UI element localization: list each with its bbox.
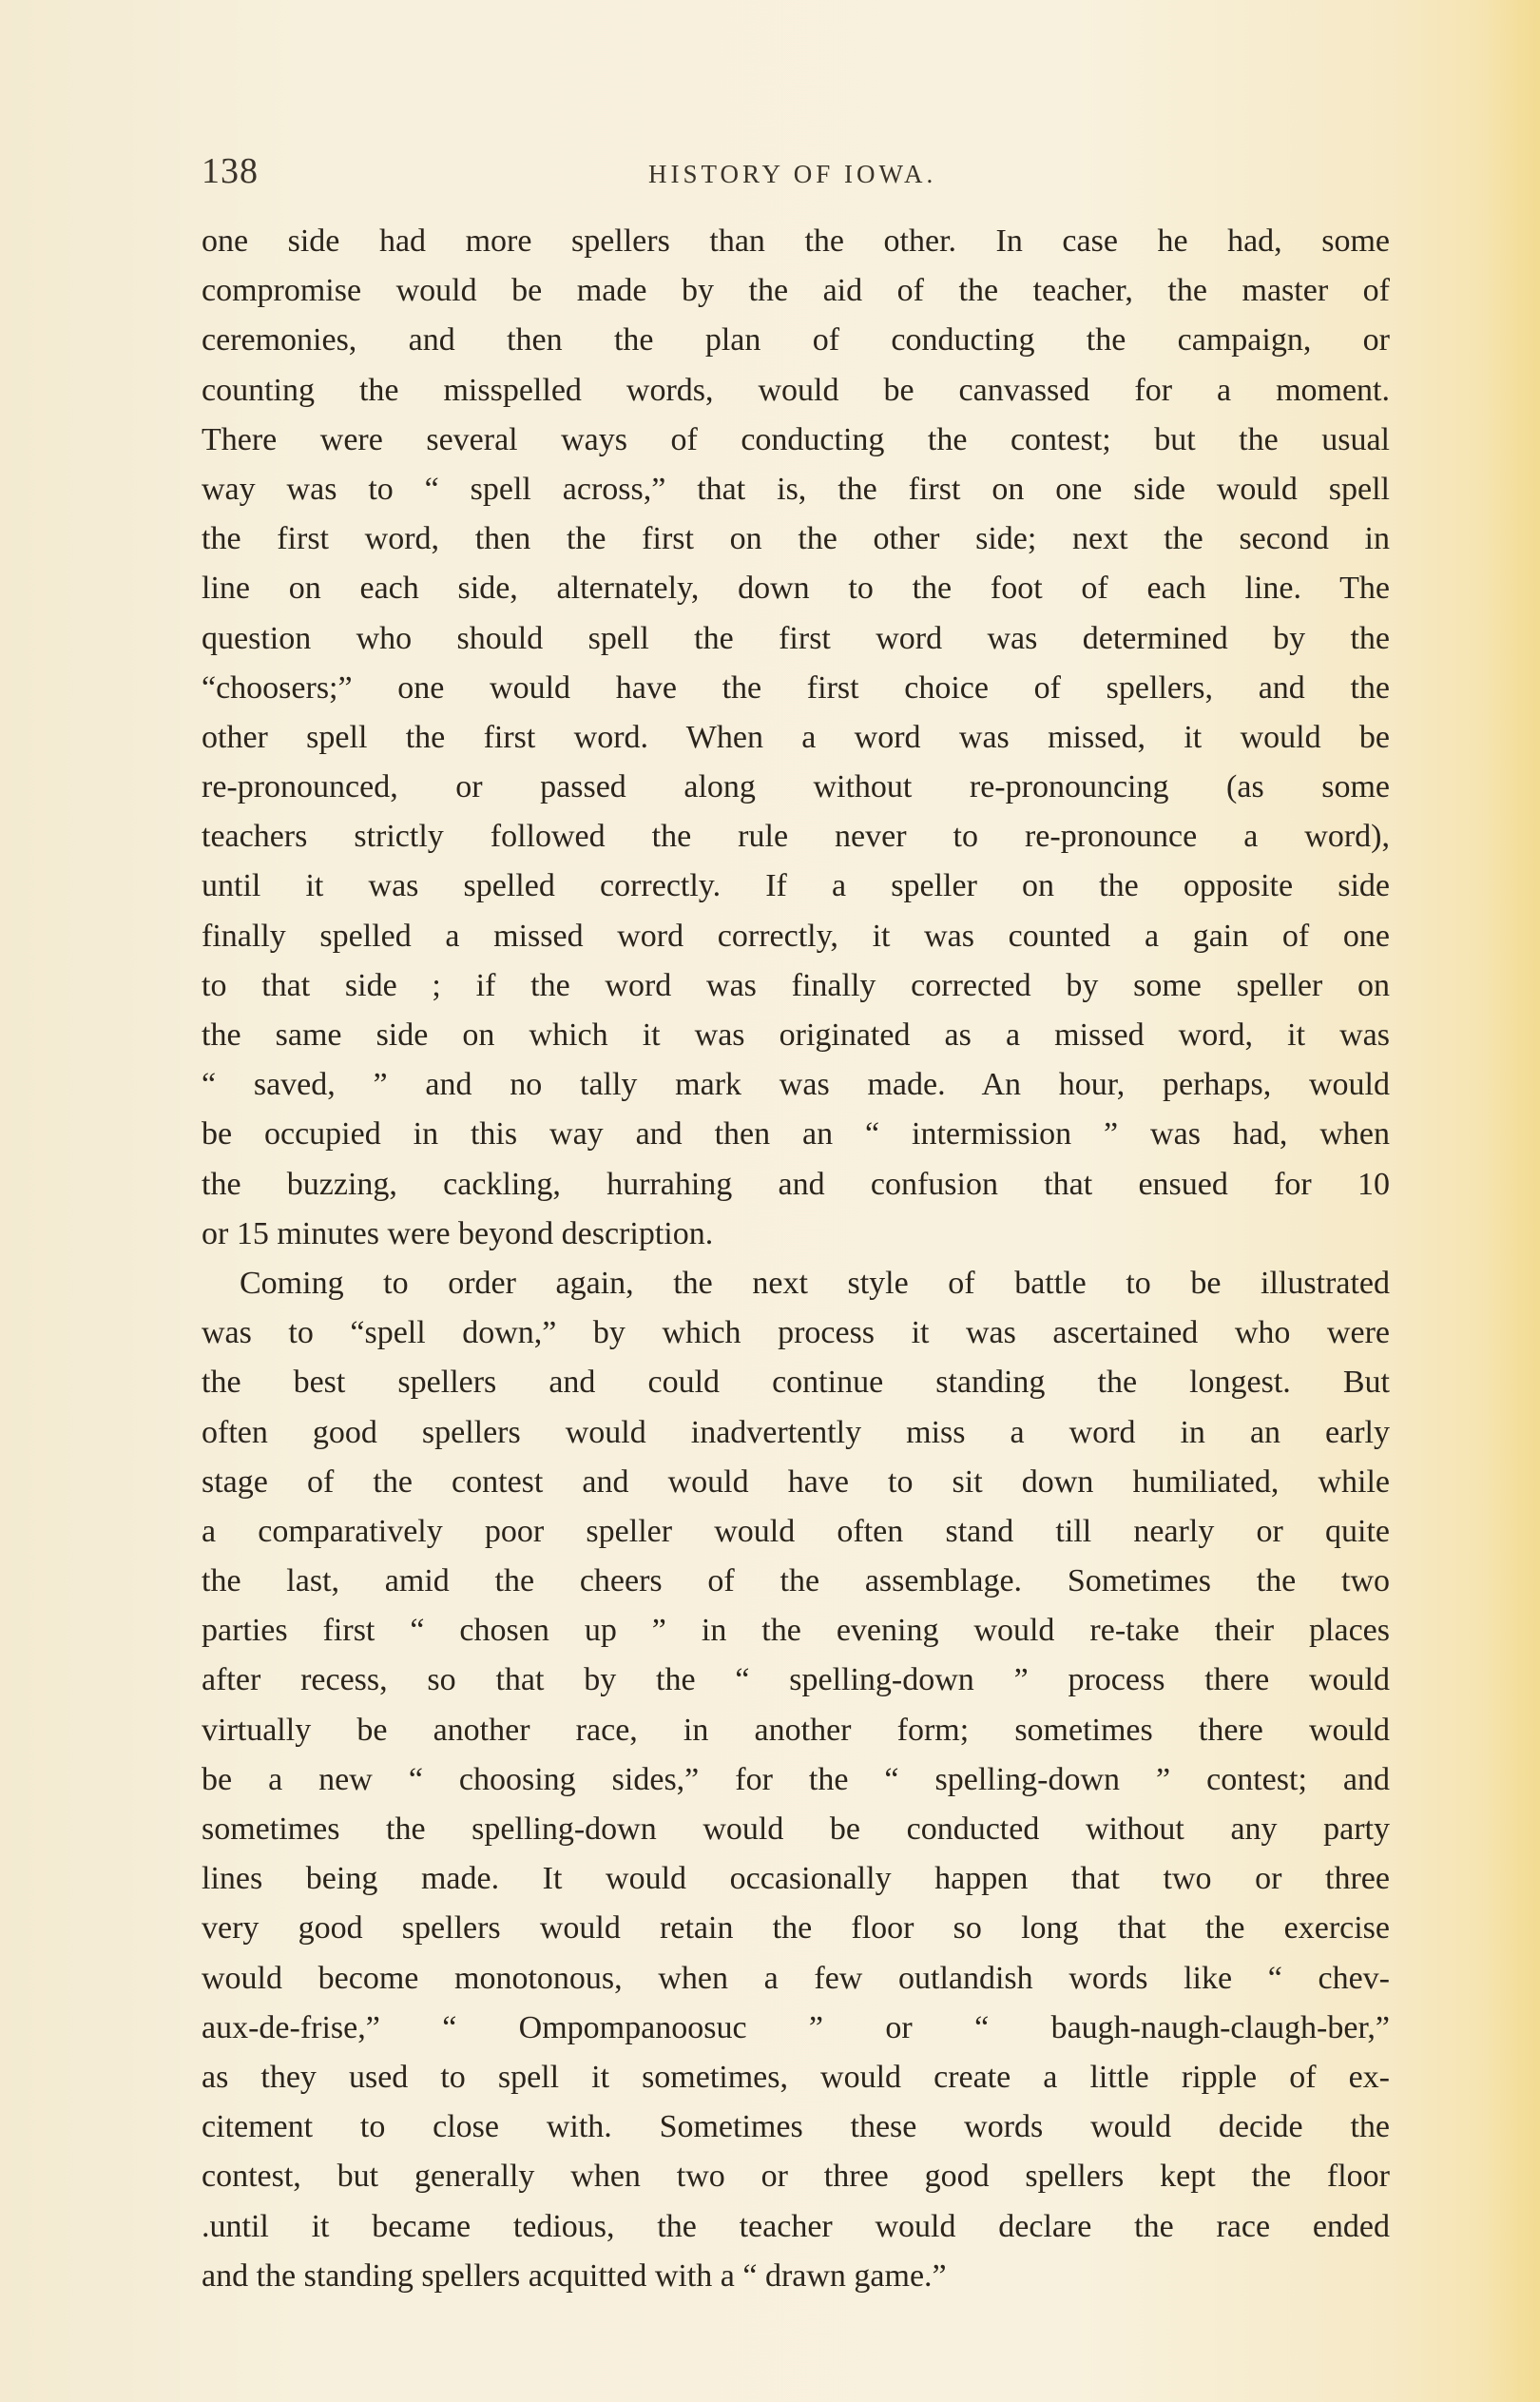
text-line: be a new “ choosing sides,” for the “ spelling-down ” contest; and xyxy=(202,1761,1390,1797)
text-line: counting the misspelled words, would be canvassed for a moment. xyxy=(202,372,1390,408)
text-line: teachers strictly followed the rule never to re-pronounce a word), xyxy=(202,819,1390,855)
text-line: question who should spell the first word was determined by the xyxy=(202,620,1390,656)
text-line: Coming to order again, the next style of battle to be illustrated xyxy=(240,1265,1390,1301)
page-number: 138 xyxy=(202,151,259,191)
text-line: and the standing spellers acquitted with a “ drawn game.” xyxy=(202,2257,947,2294)
text-line: stage of the contest and would have to sit down humiliated, while xyxy=(202,1463,1390,1500)
text-line: parties first “ chosen up ” in the evening would re-take their places xyxy=(202,1613,1390,1649)
text-line: the best spellers and could continue standing the longest. But xyxy=(202,1365,1390,1401)
text-line: often good spellers would inadvertently miss a word in an early xyxy=(202,1414,1390,1450)
text-line: virtually be another race, in another form; sometimes there would xyxy=(202,1712,1390,1748)
text-line: way was to “ spell across,” that is, the first on one side would spell xyxy=(202,471,1390,507)
text-line: until it was spelled correctly. If a speller on the opposite side xyxy=(202,868,1390,904)
running-title: HISTORY OF IOWA. xyxy=(648,160,937,188)
text-line: .until it became tedious, the teacher would declare the race ended xyxy=(202,2208,1390,2244)
text-line: after recess, so that by the “ spelling-down ” process there would xyxy=(202,1662,1390,1698)
text-line: aux-de-frise,” “ Ompompanoosuc ” or “ baugh-naugh-claugh-ber,” xyxy=(202,2009,1390,2045)
text-line: as they used to spell it sometimes, would create a little ripple of ex- xyxy=(202,2059,1390,2095)
text-line: one side had more spellers than the other. In case he had, some xyxy=(202,223,1390,259)
text-line: the buzzing, cackling, hurrahing and confusion that ensued for 10 xyxy=(202,1166,1390,1202)
page-header xyxy=(202,150,1390,198)
text-line: lines being made. It would occasionally happen that two or three xyxy=(202,1861,1390,1897)
text-line: citement to close with. Sometimes these words would decide the xyxy=(202,2109,1390,2145)
text-line: There were several ways of conducting the contest; but the usual xyxy=(202,421,1390,457)
text-line: the same side on which it was originated as a missed word, it was xyxy=(202,1017,1390,1053)
text-line: ceremonies, and then the plan of conducting the campaign, or xyxy=(202,322,1390,358)
text-line: to that side ; if the word was finally corrected by some speller on xyxy=(202,967,1390,1003)
text-line: a comparatively poor speller would often stand till nearly or quite xyxy=(202,1513,1390,1549)
text-line: very good spellers would retain the floor so long that the exercise xyxy=(202,1910,1390,1947)
text-line: the first word, then the first on the other side; next the second in xyxy=(202,521,1390,557)
text-line: contest, but generally when two or three good spellers kept the floor xyxy=(202,2159,1390,2195)
text-line: “ saved, ” and no tally mark was made. An hour, perhaps, would xyxy=(202,1067,1390,1103)
text-line: other spell the first word. When a word was missed, it would be xyxy=(202,719,1390,755)
text-line: line on each side, alternately, down to the foot of each line. The xyxy=(202,571,1390,607)
body-text xyxy=(202,217,1390,2301)
page-edge-discoloration xyxy=(1483,0,1540,2402)
text-line: the last, amid the cheers of the assemblage. Sometimes the two xyxy=(202,1563,1390,1599)
text-line: be occupied in this way and then an “ intermission ” was had, when xyxy=(202,1116,1390,1153)
text-line: would become monotonous, when a few outlandish words like “ chev- xyxy=(202,1960,1390,1996)
text-line: was to “spell down,” by which process it was ascertained who were xyxy=(202,1315,1390,1351)
text-line: or 15 minutes were beyond description. xyxy=(202,1215,714,1251)
text-line: sometimes the spelling-down would be conducted without any party xyxy=(202,1811,1390,1847)
text-line: “choosers;” one would have the first choice of spellers, and the xyxy=(202,669,1390,706)
text-line: finally spelled a missed word correctly, it was counted a gain of one xyxy=(202,918,1390,954)
text-line: compromise would be made by the aid of the teacher, the master of xyxy=(202,273,1390,309)
text-line: re-pronounced, or passed along without re-pronouncing (as some xyxy=(202,769,1390,805)
